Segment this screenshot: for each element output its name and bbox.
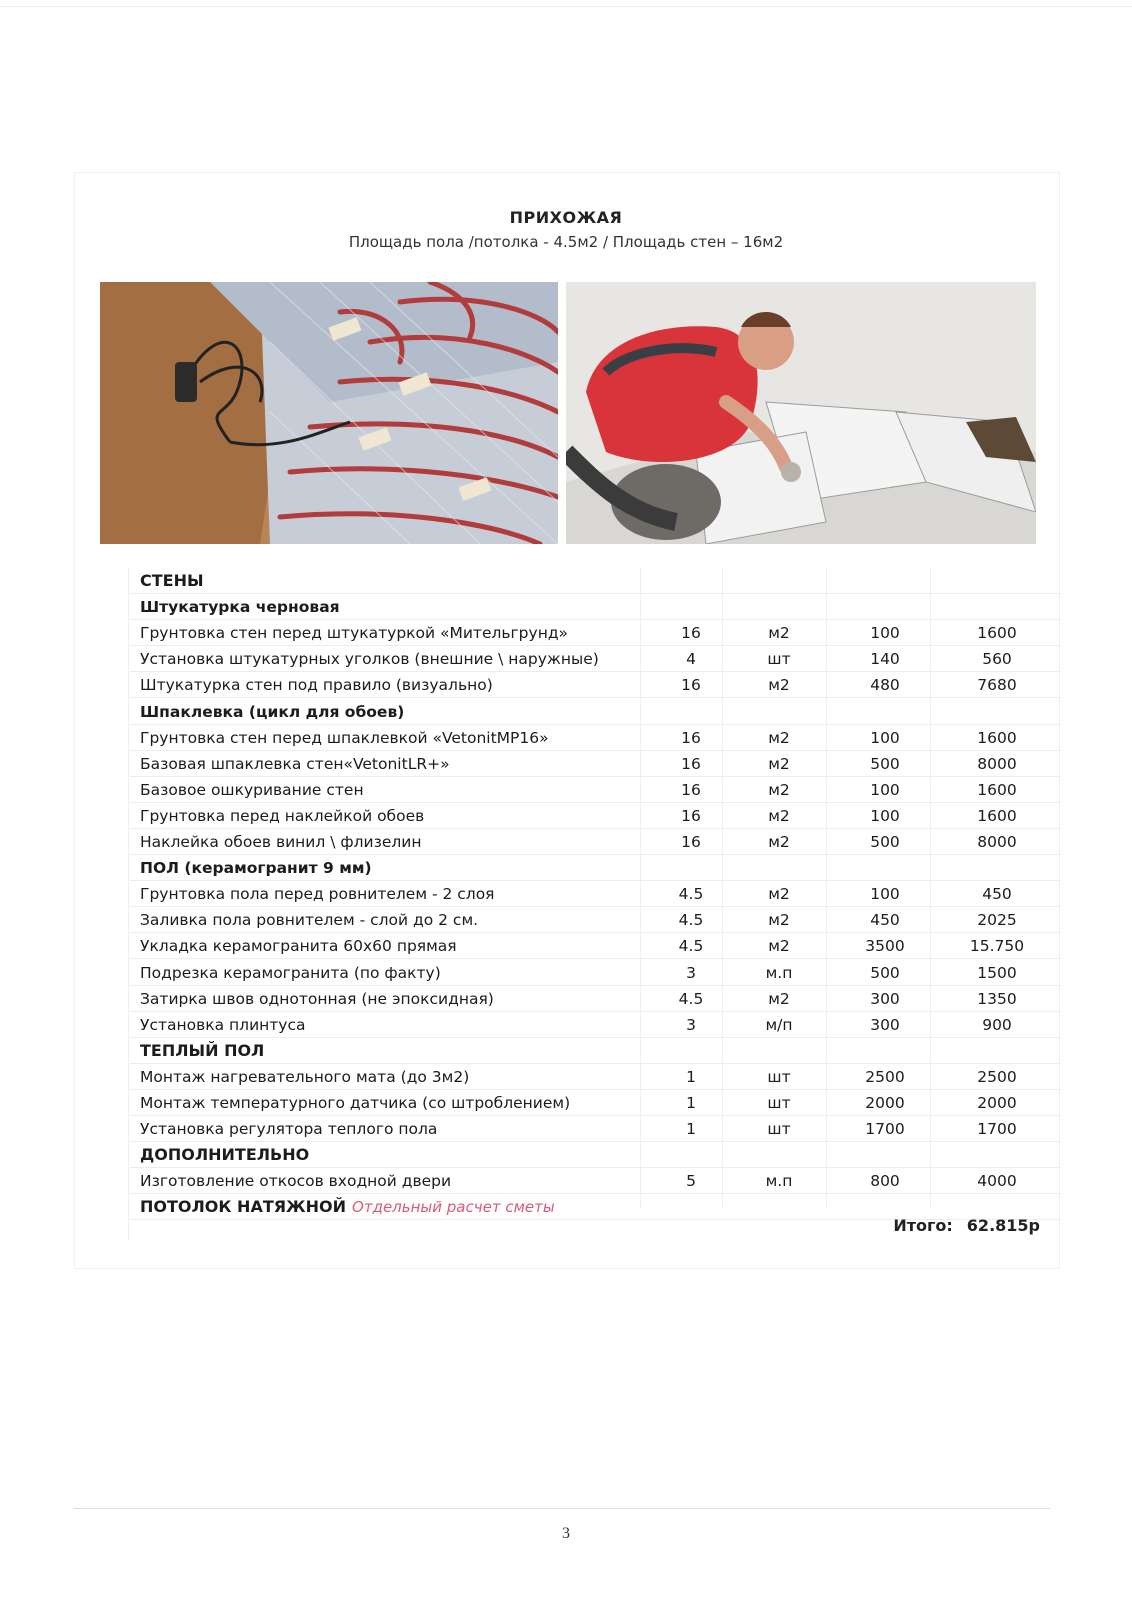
row-unit: шт [767,1120,791,1139]
row-name: Грунтовка пола перед ровнителем - 2 слоя [140,885,495,904]
row-unit: м2 [768,937,790,956]
row-quantity: 16 [681,676,701,695]
table-row [130,1064,1060,1090]
row-quantity: 16 [681,780,701,799]
row-name: Заливка пола ровнителем - слой до 2 см. [140,911,479,930]
row-unit: м2 [768,624,790,643]
area-subtitle: Площадь пола /потолка - 4.5м2 / Площадь стен – 16м2 [348,233,784,251]
row-name: Штукатурка стен под правило (визуально) [140,676,493,695]
table-row [130,881,1060,907]
row-unit: м2 [768,780,790,799]
row-unit: шт [767,650,791,669]
room-title: ПРИХОЖАЯ [509,208,623,227]
row-name: Базовая шпаклевка стен«VetonitLR+» [140,754,450,773]
row-name: Наклейка обоев винил \ флизелин [140,833,422,851]
row-unit: м2 [768,885,790,904]
row-price: 100 [870,780,900,799]
table-row [130,672,1060,698]
row-quantity: 16 [681,806,701,825]
row-quantity: 5 [686,1172,696,1191]
page-number: 3 [562,1525,570,1542]
row-name: ДОПОЛНИТЕЛЬНО [140,1145,310,1165]
row-price: 100 [870,624,900,643]
row-price: 800 [870,1172,900,1191]
row-total: 2000 [977,1094,1017,1112]
row-total: 4000 [977,1172,1017,1191]
section-header-row [130,1142,1060,1168]
table-row [130,1090,1060,1116]
row-price: 1700 [865,1120,905,1139]
subsection-header-row [130,594,1060,620]
row-total: 2025 [977,911,1017,930]
row-quantity: 16 [681,624,701,643]
row-price: 500 [870,833,900,851]
row-unit: м/п [765,1015,793,1034]
row-name: Установка плинтуса [140,1015,306,1034]
row-quantity: 1 [686,1094,696,1112]
row-quantity: 1 [686,1067,696,1086]
row-price: 300 [870,1015,900,1034]
row-name: Затирка швов однотонная (не эпоксидная) [140,989,494,1008]
row-unit: м2 [768,754,790,773]
row-price: 140 [870,650,900,669]
row-quantity: 4.5 [678,885,704,904]
row-unit: м.п [765,963,793,982]
grand-total [800,1216,1040,1235]
separate-estimate-note: Отдельный расчет сметы [352,1198,555,1217]
row-unit: м2 [768,676,790,695]
row-unit: м2 [768,833,790,851]
row-name: Укладка керамогранита 60х60 прямая [140,937,457,956]
column-divider [128,568,129,1240]
row-price: 500 [870,754,900,773]
table-row [130,1012,1060,1038]
grand-total-value: 62.815р [966,1216,1040,1235]
row-price: 2500 [865,1067,905,1086]
row-quantity: 3 [686,963,696,982]
table-row [130,1168,1060,1194]
row-total: 1500 [977,963,1017,982]
row-quantity: 1 [686,1120,696,1139]
row-unit: м.п [765,1172,793,1191]
row-total: 8000 [977,833,1017,851]
table-row [130,960,1060,986]
row-name: ПОЛ (керамогранит 9 мм) [140,859,372,878]
row-total: 1600 [977,780,1017,799]
row-name: Изготовление откосов входной двери [140,1172,452,1191]
row-name: Грунтовка стен перед штукатуркой «Мительгрунд» [140,624,569,643]
table-row [130,751,1060,777]
table-row [130,725,1060,751]
row-total: 2500 [977,1067,1017,1086]
row-name: Монтаж нагревательного мата (до 3м2) [140,1067,470,1086]
footer-divider [74,1508,1050,1509]
row-total: 560 [982,650,1012,669]
row-unit: м2 [768,806,790,825]
row-total: 450 [982,885,1012,904]
row-quantity: 16 [681,728,701,747]
row-price: 100 [870,806,900,825]
row-total: 15.750 [969,937,1025,956]
row-name: Установка штукатурных уголков (внешние \ наружные) [140,650,599,669]
row-total: 1350 [977,989,1017,1008]
table-row [130,907,1060,933]
row-quantity: 16 [681,754,701,773]
row-name: ТЕПЛЫЙ ПОЛ [140,1040,265,1060]
section-header-row [130,568,1060,594]
grand-total-label: Итого: [893,1216,953,1235]
row-price: 450 [870,911,900,930]
row-quantity: 4.5 [678,989,704,1008]
row-price: 500 [870,963,900,982]
row-name: СТЕНЫ [140,571,204,590]
subsection-header-row [130,855,1060,881]
table-row [130,620,1060,646]
row-quantity: 16 [681,833,701,851]
row-unit: м2 [768,728,790,747]
row-price: 3500 [865,937,905,956]
row-total: 1600 [977,806,1017,825]
row-total: 8000 [977,754,1017,773]
row-price: 100 [870,885,900,904]
row-total: 7680 [977,676,1017,695]
row-name: Штукатурка черновая [140,598,340,617]
section-header-row [130,1038,1060,1064]
row-quantity: 4 [686,650,696,669]
row-name: Шпаклевка (цикл для обоев) [140,702,405,721]
row-quantity: 4.5 [678,937,704,956]
table-row [130,933,1060,959]
row-unit: шт [767,1067,791,1086]
row-name: ПОТОЛОК НАТЯЖНОЙ Отдельный расчет сметы [140,1197,555,1217]
table-row [130,803,1060,829]
row-name: Установка регулятора теплого пола [140,1120,438,1139]
row-name: Подрезка керамогранита (по факту) [140,963,441,982]
table-row [130,1116,1060,1142]
heated-floor-mat-photo [100,282,558,544]
row-unit: м2 [768,989,790,1008]
row-total: 1700 [977,1120,1017,1139]
row-total: 900 [982,1015,1012,1034]
row-total: 1600 [977,624,1017,643]
row-total: 1600 [977,728,1017,747]
subsection-header-row [130,699,1060,725]
row-name: Грунтовка перед наклейкой обоев [140,806,425,825]
row-price: 300 [870,989,900,1008]
row-unit: шт [767,1094,791,1112]
row-price: 100 [870,728,900,747]
page-top-edge [0,6,1132,7]
tiling-worker-photo [566,282,1036,544]
row-price: 2000 [865,1094,905,1112]
row-name: Базовое ошкуривание стен [140,780,364,799]
table-row [130,777,1060,803]
row-price: 480 [870,676,900,695]
row-quantity: 4.5 [678,911,704,930]
table-row [130,829,1060,855]
row-name: Монтаж температурного датчика (со штроблением) [140,1094,571,1112]
table-row [130,646,1060,672]
table-row [130,986,1060,1012]
row-quantity: 3 [686,1015,696,1034]
row-name: Грунтовка стен перед шпаклевкой «VetonitMP16» [140,728,549,747]
row-unit: м2 [768,911,790,930]
